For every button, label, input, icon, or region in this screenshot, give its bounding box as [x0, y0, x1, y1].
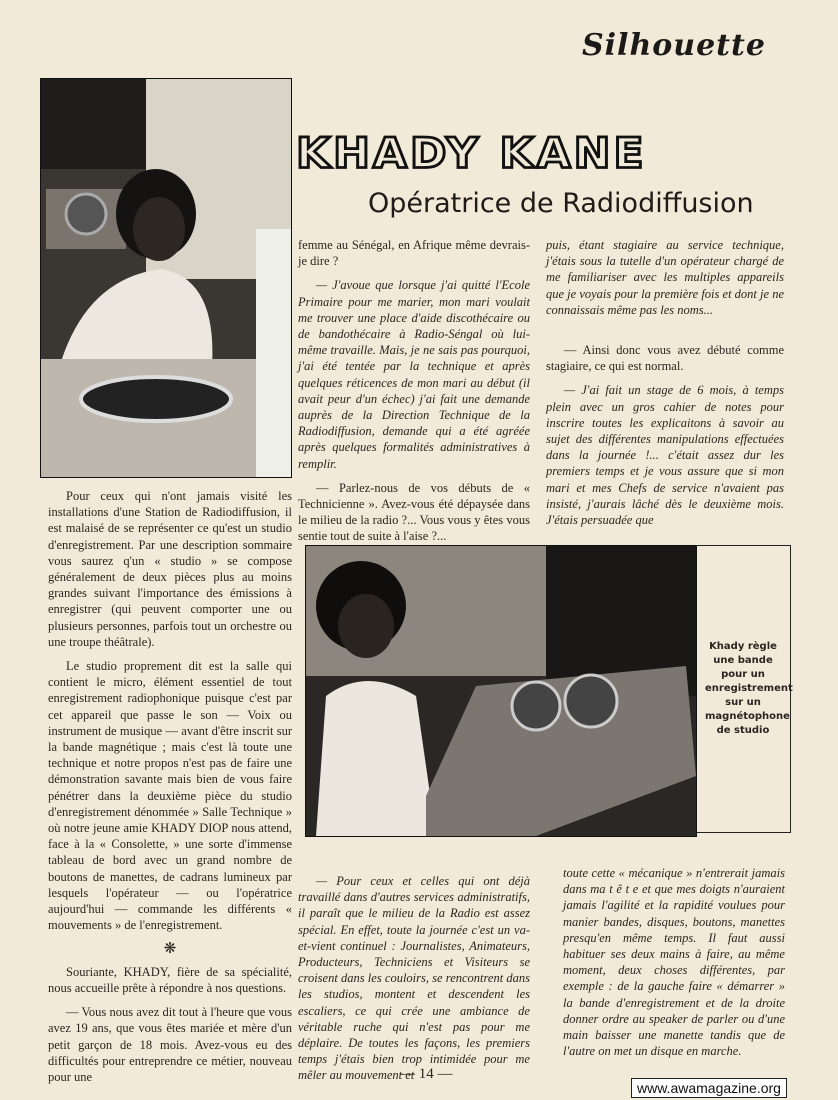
paragraph: puis, étant stagiaire au service technique, j'étais sous la tutelle d'un opérateur chargé de me familiariser avec les multiples appareils que je voyais pour la première fois et dont je ne connaissais même pas les noms... — [546, 238, 784, 317]
paragraph: Souriante, KHADY, fière de sa spécialité, nous accueille prête à répondre à nos questions. — [48, 964, 292, 995]
column-3-bottom — [563, 865, 785, 1067]
studio-photo-illustration — [306, 546, 696, 836]
asterism-icon: ❋ — [163, 941, 177, 958]
column-3-top — [546, 237, 784, 536]
paragraph: — Pour ceux et celles qui ont déjà travaillé dans d'autres services administratifs, il paraît que le milieu de la Radio est assez spécial. En effet, toute la journée c'est un va-et-vient continuel : Journalistes, Animateurs, Producteurs, Techniciens et Visiteurs se croisent dans les couloirs, se rencontrent dans les studios, montent et descendent les escaliers, ce qui crée une ambiance de véritable ruche qui n'est pas pour me déplaire. De toutes les façons, les premiers temps j'étais bien trop intimidée pour me mêler au mouvement et — [298, 874, 530, 1083]
column-1 — [48, 488, 292, 1093]
portrait-photo-illustration — [41, 79, 291, 477]
section-rubric: Silhouette — [582, 28, 766, 63]
paragraph: femme au Sénégal, en Afrique même devrais-je dire ? — [298, 238, 530, 269]
paragraph: toute cette « mécanique » n'entrerait jamais dans ma t ê t e et que mes doigts n'auraient jamais l'agilité et la rapidité voulues pour manier bandes, disques, boutons, manettes presqu'en même temps. Il faut aussi habituer ses deux mains à faire, au même moment, deux choses différentes, par exemple : de la gauche faire « démarrer » la bande d'enregistrement et de la droite donner ordre au speaker de parler ou d'une main baisser une manette tandis que de l'autre on met un disque en marche. — [563, 866, 785, 1059]
paragraph: — J'avoue que lorsque j'ai quitté l'Ecole Primaire pour me marier, mon mari voulait me trouver une place d'aide discothécaire ou de bandothécaire à Radio-Séngal où lui-même travaille. Mais, je ne sais pas pourquoi, j'ai été tentée par la technique et après quelques réticences de mon mari au début (il avait peur d'un échec) j'ai fait une demande auprès de la Direction Technique de la Radiodiffusion, demande qui a été agréée après quelques formalités administratives à remplir. — [298, 278, 530, 471]
watermark-link[interactable]: www.awamagazine.org — [631, 1078, 787, 1098]
page-number: — 14 — — [400, 1066, 453, 1082]
paragraph: — J'ai fait un stage de 6 mois, à temps plein avec un gros cahier de notes pour inscrire toutes les explicaitons à savoir au sujet des différentes manipulations effectuées dans la journée !... c'était assez dur les premiers temps et je vous assure que si mon mari et mes Chefs de service n'avaient pas insisté, j'aurais lâché dès le deuxième mois. J'étais persuadée que — [546, 383, 784, 528]
paragraph: Le studio proprement dit est la salle qui contient le micro, élément essentiel de tout enregistrement radiophonique puisque c'est par cet appareil que passe le son — Voix ou instrument de musique — avant d'être inscrit sur la bande magnétique ; mais c'est là toute une technique et notre propos n'est pas de faire une démonstration savante mais bien de vous faire pénétrer dans la deuxième pièce du studio d'enregistrement dénommée » Salle Technique » où notre jeune amie KHADY DIOP nous attend, face à la « Consolette, » une sorte d'immense tableau de bord avec un grand nombre de boutons de manettes, de cadrans lumineux par lesquels l'opérateur — ou l'opératrice aujourd'hui — commande les différents « mouvements » de l'enregistrement. — [48, 659, 292, 933]
paragraph: — Ainsi donc vous avez débuté comme stagiaire, ce qui est normal. — [546, 343, 784, 374]
portrait-photo — [40, 78, 292, 478]
paragraph: — Parlez-nous de vos débuts de « Technicienne ». Avez-vous été dépaysée dans le milieu de la radio ?... Vous vous y êtes vous sentie tout de suite à l'aise ?... — [298, 480, 530, 544]
column-2-top — [298, 237, 530, 553]
photo-caption-text: Khady règle une bande pour un enregistrement sur un magnétophone de studio — [705, 641, 793, 736]
column-2-bottom — [298, 873, 530, 1092]
studio-photo — [305, 545, 697, 837]
paragraph: — Vous nous avez dit tout à l'heure que vous avez 19 ans, que vous êtes mariée et mère d'un petit garçon de 18 mois. Avez-vous eu des difficultés pour entreprendre ce métier, nouveau pour une — [48, 1005, 292, 1084]
photo-caption — [696, 545, 791, 833]
article-title: KHADY KANE — [296, 129, 647, 178]
paragraph: Pour ceux qui n'ont jamais visité les installations d'une Station de Radiodiffusion, il est malaisé de se représenter ce qu'est un studio d'enregistrement. Par une description sommaire vous saurez q'un « studio » se compose généralement de deux pièces plus au moins grandes suivant l'importance des émissions à enregistrer (qui peuvent comporter une ou plusieurs personnes, parfois tout un orchestre ou une troupe théâtrale). — [48, 489, 292, 649]
article-subtitle: Opératrice de Radiodiffusion — [368, 188, 754, 219]
